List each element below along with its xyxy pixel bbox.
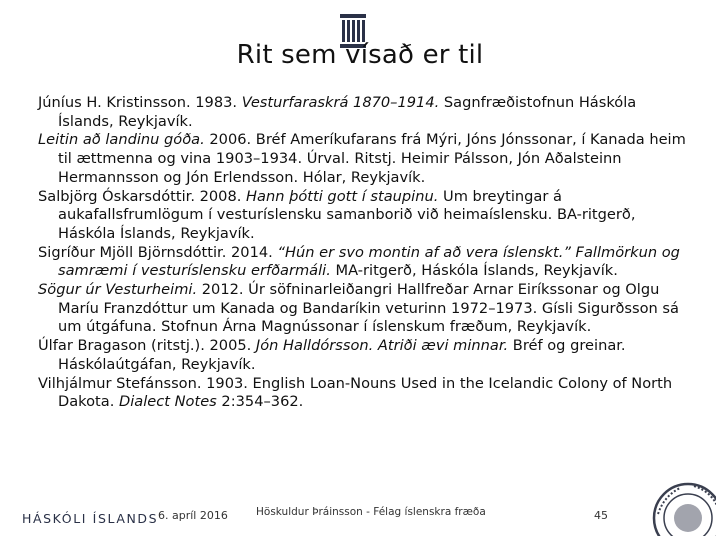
reference-item: Leitin að landinu góða. 2006. Bréf Ameríkufarans frá Mýri, Jóns Jónssonar, í Kanada heim til ættmenna og vina 1903–1934. Úrval. Ritstj. Heimir Pálsson, Jón Aðalsteinn Hermannsson og Jón Erlendsson. Hólar, Reykjavík. bbox=[38, 131, 686, 186]
reference-item: Salbjörg Óskarsdóttir. 2008. Hann þótti gott í staupinu. Um breytingar á aukafallsfrumlögum í vesturíslensku samanborið við heimaíslensku. BA-ritgerð, Háskóla Íslands, Reykjavík. bbox=[38, 187, 636, 242]
reference-item: Júníus H. Kristinsson. 1983. Vesturfaraskrá 1870–1914. Sagnfræðistofnun Háskóla Íslands, Reykjavík. bbox=[38, 94, 637, 130]
footer-date: 6. apríl 2016 bbox=[158, 509, 228, 522]
page-number: 45 bbox=[594, 509, 608, 522]
reference-item: Vilhjálmur Stefánsson. 1903. English Loan-Nouns Used in the Icelandic Colony of North Dakota. Dialect Notes 2:354–362. bbox=[38, 374, 673, 411]
university-seal-icon bbox=[634, 474, 716, 536]
references-list bbox=[38, 94, 688, 412]
reference-item: Sigríður Mjöll Björnsdóttir. 2014. “Hún er svo montin af að vera íslenskt.” Fallmörkun og samræmi í vesturíslensku erfðarmáli. MA-ritgerð, Háskóla Íslands, Reykjavík. bbox=[38, 243, 680, 280]
footer-brand-logo: HÁSKÓLI ÍSLANDS bbox=[22, 511, 159, 526]
page-title: Rit sem vísað er til bbox=[236, 40, 484, 70]
reference-item: Úlfar Bragason (ritstj.). 2005. Jón Halldórsson. Atriði ævi minnar. Bréf og greinar. Háskólaútgáfan, Reykjavík. bbox=[38, 337, 626, 373]
footer-author: Höskuldur Þráinsson - Félag íslenskra fræða bbox=[256, 506, 486, 518]
reference-item: Sögur úr Vesturheimi. 2012. Úr söfninarleiðangri Hallfreðar Arnar Eiríkssonar og Olgu Maríu Franzdóttur um Kanada og Bandaríkin veturinn 1972–1973. Gísli Sigurðsson sá um útgáfuna. Stofnun Árna Magnússonar í íslenskum fræðum, Reykjavík. bbox=[38, 281, 679, 336]
